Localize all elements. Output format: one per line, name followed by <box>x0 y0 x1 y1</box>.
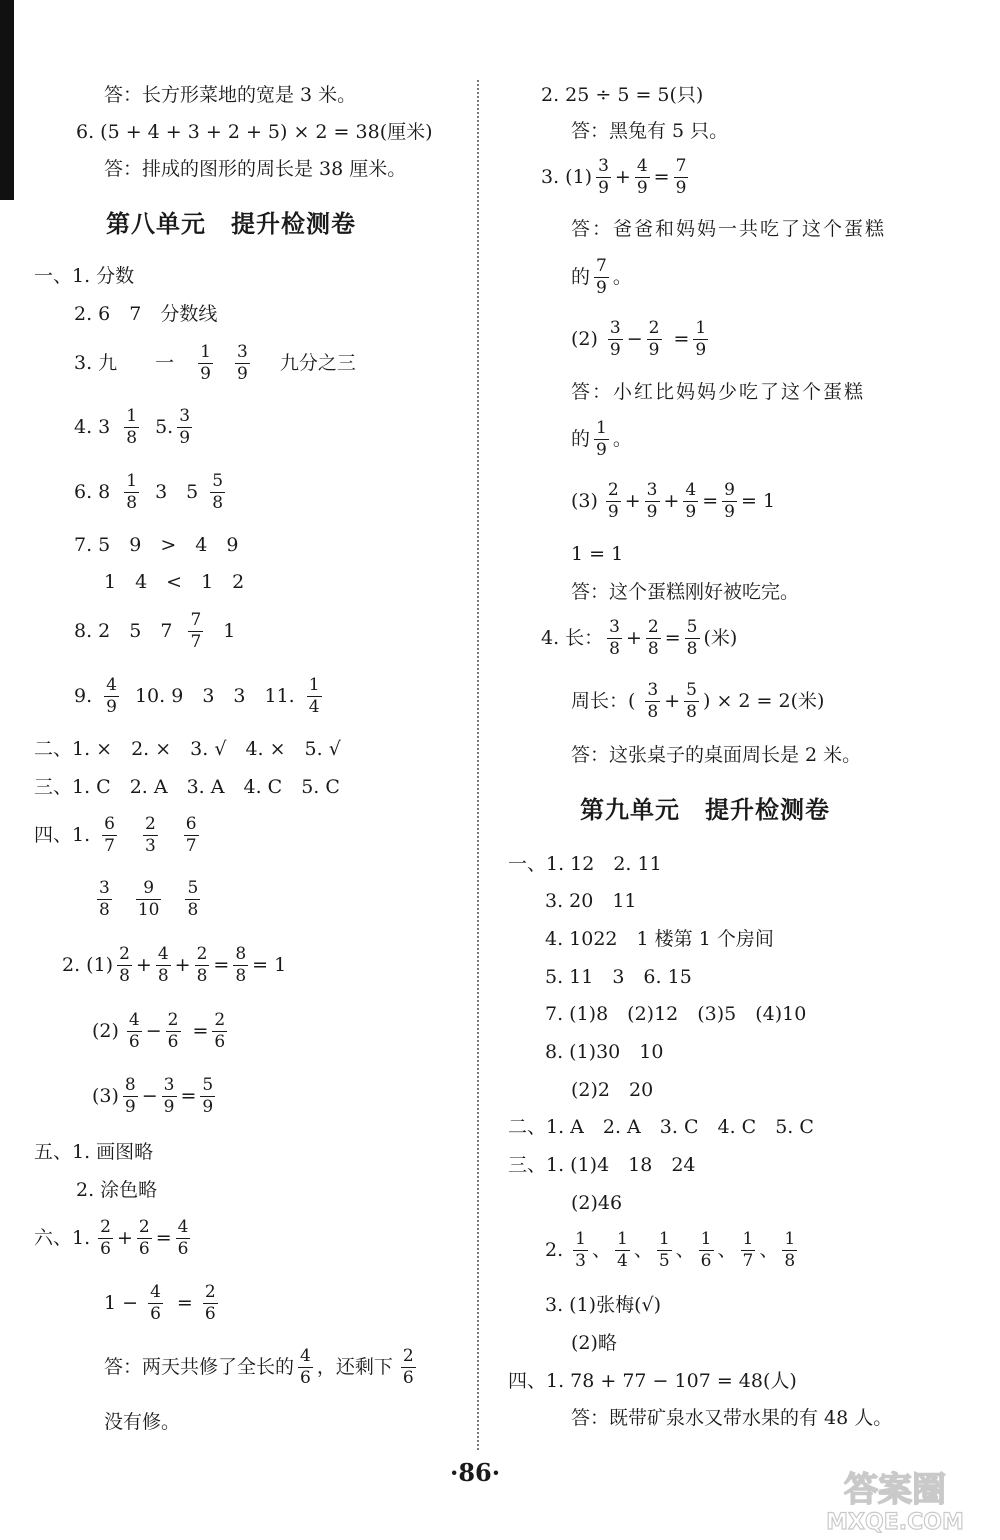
fraction: 6 7 <box>104 814 115 856</box>
fraction: 9 10 <box>137 878 160 920</box>
fraction: $\frac{4}{6}$ <box>150 1282 161 1324</box>
fraction: 2 6 <box>402 1346 414 1388</box>
answer-line: 1 4 < 1 2 <box>104 571 245 593</box>
fraction: 8 9 <box>124 1075 136 1117</box>
fraction: 4 9 <box>106 675 117 717</box>
answer-line: 答：既带矿泉水又带水果的有 48 人。 <box>571 1407 893 1429</box>
answer-line: 答：这个蛋糕刚好被吃完。 <box>571 581 800 603</box>
fraction: 1 6 <box>700 1229 712 1271</box>
equation-line: 2. (1) 2 8 + $\frac{4}{8}$ + $\frac{2}{8}$ = $\frac{8}{8}$ = 1 <box>62 944 287 986</box>
answer-line: 2. 6 7 分数线 <box>74 303 218 325</box>
fraction: $\frac{4}{6}$ <box>177 1217 189 1259</box>
watermark-domain: MXQE.COM <box>826 1510 964 1535</box>
fraction: $\frac{5}{8}$ <box>686 617 698 659</box>
fraction: $\frac{2}{6}$ <box>204 1282 216 1324</box>
answer-line: (2)2 20 <box>571 1079 654 1101</box>
fraction: $\frac{2}{6}$ <box>138 1217 150 1259</box>
fraction: 1 5 <box>658 1229 670 1271</box>
fraction: $\frac{5}{9}$ <box>202 1075 214 1117</box>
answer-line: 二、1. A 2. A 3. C 4. C 5. C <box>508 1116 814 1138</box>
fraction: $\frac{3}{9}$ <box>646 480 658 522</box>
fraction: 6 7 <box>185 814 197 856</box>
fraction: $\frac{5}{8}$ <box>686 680 697 722</box>
fraction: $\frac{9}{9}$ <box>724 480 735 522</box>
fraction: $\frac{4}{8}$ <box>157 944 169 986</box>
answer-line: 一、1. 12 2. 11 <box>508 853 662 875</box>
page-number: ·86· <box>450 1458 501 1487</box>
answer-line: 7. 5 9 > 4 9 <box>74 534 239 556</box>
answer-line: (2)略 <box>571 1332 617 1354</box>
fraction: 2 8 <box>119 944 130 986</box>
fraction: 1 9 <box>596 418 607 460</box>
answer-line-fraction: 8. 2 5 7 7 7 1 <box>74 610 236 652</box>
fraction: 5 8 <box>212 471 224 513</box>
equation-line: (2) 3 9 − $\frac{2}{9}$ = $\frac{1}{9}$ <box>571 318 707 360</box>
answer-line-fraction <box>93 880 204 920</box>
answer-line: 三、1. C 2. A 3. A 4. C 5. C <box>34 776 340 798</box>
answer-line-fraction: 6. 8 1 8 3 5 5 8 <box>74 471 224 513</box>
equation-line: 六、1. 2 6 + $\frac{2}{6}$ = $\frac{4}{6}$ <box>34 1217 189 1259</box>
answer-line: (2)46 <box>571 1192 623 1214</box>
fraction: 1 3 <box>575 1229 586 1271</box>
answer-line: 3. (1)张梅(√) <box>545 1294 662 1316</box>
answer-line-fraction: 答：两天共修了全长的 4 6 ，还剩下 2 6 <box>104 1346 414 1388</box>
fraction: $\frac{3}{9}$ <box>163 1075 175 1117</box>
answer-line: 8. (1)30 10 <box>545 1041 664 1063</box>
fraction: $\frac{2}{6}$ <box>214 1010 226 1052</box>
fraction: $\frac{7}{9}$ <box>675 156 687 198</box>
fraction: 3 9 <box>598 156 609 198</box>
fraction: $\frac{2}{8}$ <box>196 944 208 986</box>
fraction: 1 9 <box>200 342 211 384</box>
watermark-logo <box>795 1463 995 1535</box>
fraction: 4 6 <box>128 1010 140 1052</box>
fraction: $\frac{4}{9}$ <box>636 156 648 198</box>
fraction: 3 8 <box>647 680 659 722</box>
equation-line: (3) 2 9 + $\frac{3}{9}$ + $\frac{4}{9}$ = $\frac{9}{9}$ = 1 <box>571 480 776 522</box>
answer-line: 一、1. 分数 <box>34 265 135 287</box>
answer-line: 答：黑兔有 5 只。 <box>571 120 729 142</box>
fraction: 1 4 <box>308 675 320 717</box>
answer-line: 1 = 1 <box>571 543 624 565</box>
fraction: $\frac{1}{9}$ <box>695 318 707 360</box>
fraction: 3 9 <box>609 318 621 360</box>
fraction: $\frac{2}{8}$ <box>647 617 659 659</box>
answer-line: 7. (1)8 (2)12 (3)5 (4)10 <box>545 1003 807 1025</box>
answer-line: 四、1. 78 + 77 − 107 = 48(人) <box>508 1370 797 1392</box>
equation-line: 4. 长： 3 8 + $\frac{2}{8}$ = $\frac{5}{8}$ (米) <box>541 617 738 659</box>
answer-line-fraction: 4. 3 1 8 5. 3 9 <box>74 406 191 448</box>
fraction: $\frac{4}{9}$ <box>685 480 697 522</box>
answer-line: 答：长方形菜地的宽是 3 米。 <box>104 84 357 106</box>
answer-line: 4. 1022 1 楼第 1 个房间 <box>545 928 774 950</box>
answer-line-fraction: 3. 九 一 1 9 3 9 九分之三 <box>74 342 356 384</box>
fraction: 7 9 <box>596 256 607 298</box>
answer-line: 答：爸爸和妈妈一共吃了这个蛋糕 <box>571 218 887 240</box>
fraction: 1 7 <box>742 1229 754 1271</box>
fraction: 2 9 <box>607 480 619 522</box>
fraction: $\frac{2}{6}$ <box>167 1010 179 1052</box>
column-divider <box>477 80 479 1450</box>
fraction: 1 4 <box>616 1229 628 1271</box>
fraction: 3 9 <box>179 406 191 448</box>
equation-line: (2) 4 6 − $\frac{2}{6}$ = $\frac{2}{6}$ <box>92 1010 226 1052</box>
equation-line: 周长：( 3 8 + $\frac{5}{8}$ ) × 2 = 2(米) <box>571 680 825 722</box>
answer-line-fraction: 2. 1 3 、 1 4 、 1 5 、 1 6 、 1 7 、 1 8 <box>545 1229 796 1271</box>
scan-edge <box>0 0 14 200</box>
fraction: 1 8 <box>126 406 138 448</box>
equation-line: 1 − $\frac{4}{6}$ = $\frac{2}{6}$ <box>104 1282 216 1324</box>
fraction: 4 6 <box>300 1346 311 1388</box>
answer-line: 5. 11 3 6. 15 <box>545 966 692 988</box>
answer-line: 没有修。 <box>104 1411 181 1433</box>
answer-line-fraction: 9. 4 9 10. 9 3 3 11. 1 4 <box>74 675 320 717</box>
watermark-title: 答案圈 <box>844 1470 946 1510</box>
fraction: 3 8 <box>99 878 110 920</box>
problem-line: 2. 25 ÷ 5 = 5(只) <box>541 84 704 106</box>
answer-line: 答：小红比妈妈少吃了这个蛋糕 <box>571 381 866 403</box>
fraction: 2 3 <box>144 814 156 856</box>
answer-line: 三、1. (1)4 18 24 <box>508 1154 696 1176</box>
answer-line: 3. 20 11 <box>545 890 637 912</box>
fraction: 3 9 <box>237 342 248 384</box>
equation-line: (3) 8 9 − $\frac{3}{9}$ = $\frac{5}{9}$ <box>92 1075 214 1117</box>
answer-line: 答：排成的图形的周长是 38 厘米。 <box>104 158 407 180</box>
problem-line: 6. (5 + 4 + 3 + 2 + 5) × 2 = 38(厘米) <box>76 121 433 143</box>
fraction: $\frac{2}{9}$ <box>648 318 660 360</box>
fraction: $\frac{8}{8}$ <box>235 944 247 986</box>
fraction: 1 8 <box>784 1229 796 1271</box>
answer-line: 答：这张桌子的桌面周长是 2 米。 <box>571 744 862 766</box>
section-heading-unit9: 第九单元 提升检测卷 <box>580 796 830 824</box>
answer-line-fraction: 的 7 9 。 <box>571 256 632 298</box>
section-heading-unit8: 第八单元 提升检测卷 <box>106 210 356 238</box>
fraction: 2 6 <box>100 1217 111 1259</box>
answer-line: 五、1. 画图略 <box>34 1141 154 1163</box>
fraction: 7 7 <box>190 610 202 652</box>
fraction: 1 8 <box>126 471 138 513</box>
answer-line-fraction: 四、1. 6 7 2 3 6 7 <box>34 814 197 856</box>
answer-line: 2. 涂色略 <box>76 1179 158 1201</box>
answer-line: 二、1. × 2. × 3. √ 4. × 5. √ <box>34 738 341 760</box>
answer-line-fraction: 的 1 9 。 <box>571 418 632 460</box>
fraction: 5 8 <box>187 878 199 920</box>
equation-line: 3. (1) 3 9 + $\frac{4}{9}$ = $\frac{7}{9}$ <box>541 156 687 198</box>
fraction: 3 8 <box>609 617 620 659</box>
